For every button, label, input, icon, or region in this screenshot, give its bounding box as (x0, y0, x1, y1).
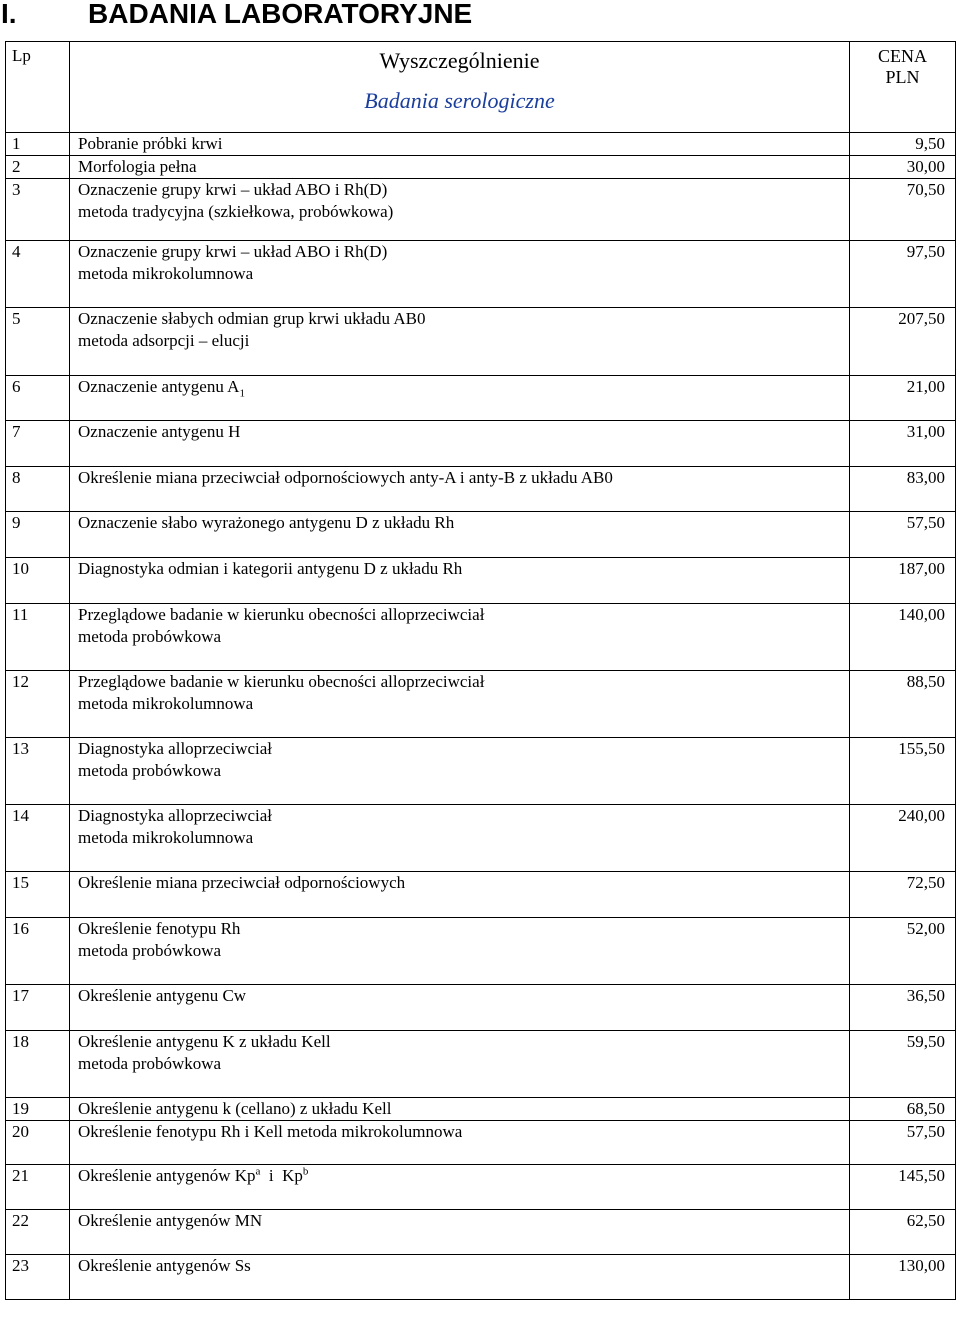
row-price: 62,50 (850, 1210, 956, 1255)
row-number: 20 (6, 1121, 70, 1165)
row-description (70, 512, 850, 558)
row-description (70, 376, 850, 421)
section-heading (0, 0, 960, 40)
category-title: Badania serologiczne (364, 88, 555, 113)
description-method: metoda tradycyjna (szkiełkowa, probówkowa) (78, 202, 394, 221)
description-text: Określenie antygenu k (cellano) z układu Kell (78, 1099, 392, 1118)
description-text: Przeglądowe badanie w kierunku obecności alloprzeciwciał (78, 672, 485, 691)
row-price: 30,00 (850, 156, 956, 179)
table-row (6, 512, 956, 558)
row-price: 240,00 (850, 805, 956, 872)
description-method: metoda adsorpcji – elucji (78, 331, 250, 350)
description-line (78, 1255, 849, 1277)
description-line (78, 738, 849, 760)
header-price-line2: PLN (885, 67, 920, 87)
row-description (70, 671, 850, 738)
row-number: 21 (6, 1165, 70, 1210)
row-price: 9,50 (850, 133, 956, 156)
row-description (70, 985, 850, 1031)
row-number: 6 (6, 376, 70, 421)
description-text: Określenie antygenu K z układu Kell (78, 1032, 331, 1051)
description-line (78, 918, 849, 940)
table-row (6, 738, 956, 805)
description-text: Określenie miana przeciwciał odpornościowych (78, 873, 406, 892)
table-row (6, 421, 956, 467)
table-row (6, 1121, 956, 1165)
row-price: 187,00 (850, 558, 956, 604)
description-method: metoda probówkowa (78, 761, 222, 780)
description-line (78, 133, 849, 155)
row-number: 5 (6, 308, 70, 376)
table-row (6, 376, 956, 421)
description-line (78, 241, 849, 263)
description-text: Morfologia pełna (78, 157, 197, 176)
row-description (70, 308, 850, 376)
description-line (78, 558, 849, 580)
row-price: 52,00 (850, 918, 956, 985)
description-text: Oznaczenie grupy krwi – układ ABO i Rh(D) (78, 180, 388, 199)
row-number: 19 (6, 1098, 70, 1121)
table-row (6, 671, 956, 738)
description-text: Oznaczenie antygenu A (78, 377, 240, 396)
description-line (78, 421, 849, 443)
description-line (78, 467, 849, 489)
row-description (70, 918, 850, 985)
description-method: metoda probówkowa (78, 941, 222, 960)
header-lp: Lp (6, 42, 70, 133)
description-line (78, 156, 849, 178)
superscript-text: a (255, 1165, 261, 1178)
table-row (6, 308, 956, 376)
row-price: 31,00 (850, 421, 956, 467)
row-number: 11 (6, 604, 70, 671)
row-price: 57,50 (850, 1121, 956, 1165)
price-table (5, 41, 956, 1300)
description-text: Oznaczenie słabo wyrażonego antygenu D z układu Rh (78, 513, 455, 532)
table-row (6, 1210, 956, 1255)
row-number: 22 (6, 1210, 70, 1255)
description-line (78, 604, 849, 626)
row-price: 68,50 (850, 1098, 956, 1121)
description-text: Diagnostyka alloprzeciwciał (78, 739, 273, 758)
row-number: 4 (6, 241, 70, 308)
row-number: 14 (6, 805, 70, 872)
description-text: Oznaczenie grupy krwi – układ ABO i Rh(D) (78, 242, 388, 261)
row-description (70, 805, 850, 872)
row-description (70, 241, 850, 308)
row-description (70, 558, 850, 604)
row-price: 36,50 (850, 985, 956, 1031)
row-description (70, 467, 850, 512)
row-number: 15 (6, 872, 70, 918)
row-number: 2 (6, 156, 70, 179)
row-number: 16 (6, 918, 70, 985)
header-description-label: Wyszczególnienie (379, 48, 540, 73)
table-row (6, 872, 956, 918)
description-line (78, 805, 849, 827)
table-row (6, 604, 956, 671)
description-text: Przeglądowe badanie w kierunku obecności alloprzeciwciał (78, 605, 485, 624)
row-price: 70,50 (850, 179, 956, 241)
table-row (6, 179, 956, 241)
table-row (6, 241, 956, 308)
description-method: metoda probówkowa (78, 1054, 222, 1073)
row-description (70, 1255, 850, 1300)
table-header-row (6, 42, 956, 133)
description-line (78, 1031, 849, 1053)
row-description (70, 1098, 850, 1121)
description-text: Oznaczenie antygenu H (78, 422, 241, 441)
row-price: 130,00 (850, 1255, 956, 1300)
section-number: I. (1, 0, 17, 29)
row-description (70, 133, 850, 156)
superscript-text: b (302, 1165, 309, 1178)
table-row (6, 805, 956, 872)
description-line (78, 376, 849, 398)
description-text: Określenie fenotypu Rh (78, 919, 241, 938)
description-text: Diagnostyka alloprzeciwciał (78, 806, 273, 825)
description-text: Określenie fenotypu Rh i Kell metoda mikrokolumnowa (78, 1122, 463, 1141)
description-method: metoda mikrokolumnowa (78, 694, 254, 713)
description-line (78, 985, 849, 1007)
table-row (6, 1098, 956, 1121)
row-price: 83,00 (850, 467, 956, 512)
table-row (6, 918, 956, 985)
description-text: Określenie antygenów Ss (78, 1256, 251, 1275)
table-row (6, 558, 956, 604)
description-method: metoda mikrokolumnowa (78, 828, 254, 847)
description-text: Określenie antygenu Cw (78, 986, 247, 1005)
description-line (78, 872, 849, 894)
description-line (78, 1165, 849, 1187)
row-number: 12 (6, 671, 70, 738)
header-price-line1: CENA (878, 46, 927, 66)
table-row (6, 156, 956, 179)
row-price: 88,50 (850, 671, 956, 738)
table-row (6, 985, 956, 1031)
description-text: Diagnostyka odmian i kategorii antygenu D z układu Rh (78, 559, 463, 578)
row-description (70, 421, 850, 467)
description-text: Określenie antygenów Kp (78, 1166, 256, 1185)
row-price: 57,50 (850, 512, 956, 558)
row-number: 10 (6, 558, 70, 604)
description-text-continued: i Kp (260, 1166, 303, 1185)
row-price: 59,50 (850, 1031, 956, 1098)
row-price: 145,50 (850, 1165, 956, 1210)
row-price: 140,00 (850, 604, 956, 671)
row-price: 72,50 (850, 872, 956, 918)
row-number: 23 (6, 1255, 70, 1300)
row-number: 13 (6, 738, 70, 805)
table-row (6, 1031, 956, 1098)
row-number: 9 (6, 512, 70, 558)
description-line (78, 308, 849, 330)
row-price: 97,50 (850, 241, 956, 308)
row-description (70, 1210, 850, 1255)
row-price: 21,00 (850, 376, 956, 421)
row-number: 3 (6, 179, 70, 241)
row-price: 207,50 (850, 308, 956, 376)
description-method: metoda mikrokolumnowa (78, 264, 254, 283)
description-line (78, 1210, 849, 1232)
description-line (78, 1121, 849, 1143)
row-number: 8 (6, 467, 70, 512)
subscript-text: 1 (239, 387, 245, 400)
table-row (6, 1165, 956, 1210)
table-row (6, 133, 956, 156)
row-description (70, 872, 850, 918)
description-text: Określenie miana przeciwciał odpornościowych anty-A i anty-B z układu AB0 (78, 468, 613, 487)
description-line (78, 671, 849, 693)
row-number: 17 (6, 985, 70, 1031)
description-method: metoda probówkowa (78, 627, 222, 646)
description-text: Pobranie próbki krwi (78, 134, 223, 153)
row-description (70, 738, 850, 805)
header-description (70, 42, 850, 133)
row-description (70, 179, 850, 241)
row-description (70, 1031, 850, 1098)
description-line (78, 512, 849, 534)
row-description (70, 1121, 850, 1165)
header-price (850, 42, 956, 133)
row-number: 7 (6, 421, 70, 467)
row-number: 18 (6, 1031, 70, 1098)
table-row (6, 467, 956, 512)
description-text: Oznaczenie słabych odmian grup krwi układu AB0 (78, 309, 426, 328)
section-title: BADANIA LABORATORYJNE (88, 0, 473, 29)
table-row (6, 1255, 956, 1300)
row-description (70, 604, 850, 671)
description-line (78, 1098, 849, 1120)
description-line (78, 179, 849, 201)
row-price: 155,50 (850, 738, 956, 805)
row-description (70, 156, 850, 179)
row-number: 1 (6, 133, 70, 156)
description-text: Określenie antygenów MN (78, 1211, 263, 1230)
row-description (70, 1165, 850, 1210)
